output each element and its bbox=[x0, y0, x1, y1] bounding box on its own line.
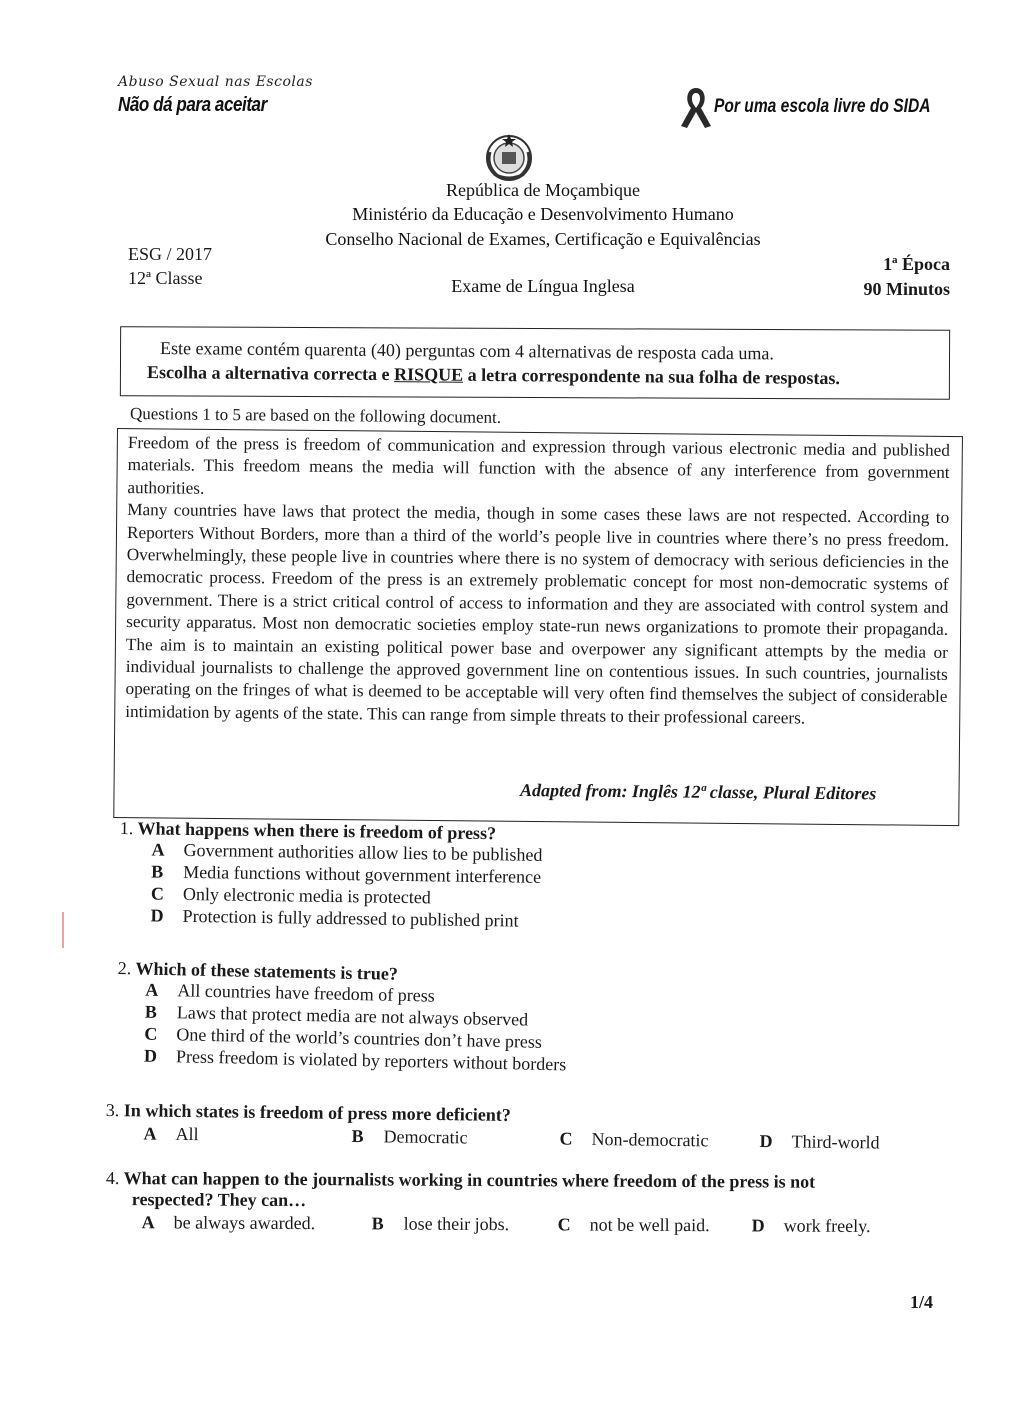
passage-intro: Questions 1 to 5 are based on the following document. bbox=[129, 404, 502, 427]
question-3 bbox=[105, 1100, 906, 1161]
option-letter: D bbox=[150, 905, 164, 926]
option-letter: C bbox=[150, 883, 165, 904]
council-title: Conselho Nacional de Exames, Certificação e Equivalências bbox=[325, 229, 761, 249]
question-number: 3. bbox=[105, 1100, 120, 1121]
option-text: Only electronic media is protected bbox=[182, 883, 431, 908]
option-letter: A bbox=[151, 839, 165, 860]
margin-pen-mark bbox=[62, 912, 64, 948]
question-2 bbox=[116, 958, 569, 1076]
question-4 bbox=[106, 1168, 906, 1244]
question-text: What happens when there is freedom of press? bbox=[137, 818, 497, 844]
passage-source: Adapted from: Inglês 12ª classe, Plural Editores bbox=[519, 780, 877, 804]
reading-passage bbox=[125, 432, 950, 731]
page-number: 1/4 bbox=[910, 1292, 934, 1312]
option-letter: C bbox=[559, 1128, 573, 1149]
option-letter: A bbox=[143, 1123, 157, 1144]
exam-duration: 90 Minutos bbox=[863, 279, 950, 299]
option-d[interactable] bbox=[150, 905, 541, 932]
option-c[interactable] bbox=[559, 1129, 708, 1153]
option-text: Press freedom is violated by reporters without borders bbox=[175, 1046, 567, 1075]
option-text: Third-world bbox=[791, 1131, 880, 1153]
ribbon-slogan: Por uma escola livre do SIDA bbox=[714, 96, 931, 117]
option-letter: B bbox=[351, 1126, 364, 1147]
option-text: Protection is fully addressed to published print bbox=[182, 905, 519, 931]
option-letter: D bbox=[759, 1130, 773, 1152]
option-b[interactable] bbox=[372, 1213, 510, 1236]
republic-title: República de Moçambique bbox=[446, 180, 640, 200]
exam-epoch: 1ª Época bbox=[883, 254, 950, 274]
option-letter: A bbox=[145, 979, 159, 1000]
option-letter: C bbox=[557, 1214, 571, 1235]
option-a[interactable] bbox=[142, 1212, 316, 1235]
instructions-text: Escolha a alternativa correcta e bbox=[146, 362, 395, 385]
option-letter: B bbox=[151, 861, 164, 882]
coat-of-arms-icon bbox=[480, 130, 538, 186]
question-number: 2. bbox=[117, 958, 132, 979]
exam-title: Exame de Língua Inglesa bbox=[451, 276, 635, 296]
option-c[interactable] bbox=[558, 1214, 710, 1237]
question-text-continued: respected? They can… bbox=[131, 1189, 307, 1211]
instructions-emphasis: RISQUE bbox=[394, 364, 464, 385]
option-text: lose their jobs. bbox=[403, 1213, 510, 1235]
passage-paragraph: Freedom of the press is freedom of communication and expression through various electronic media and published materials. This freedom means the media will function with the absence of any interference from government authorities. bbox=[127, 432, 950, 498]
option-text: Laws that protect media are not always observed bbox=[176, 1002, 529, 1030]
question-number: 1. bbox=[119, 818, 134, 839]
option-text: not be well paid. bbox=[589, 1214, 710, 1236]
passage-paragraph: Many countries have laws that protect the media, though in some cases these laws are not respected. According to Reporters Without Borders, more than a third of the world’s people live in countries where there’s no press freedom. Overwhelmingly, these people live in countries where there is no system of democracy with serious deficiencies in the democratic process. Freedom of the press is an extremely problematic concept for most non-democratic systems of government. There is a strict critical control of access to information and they are associated with control system and security apparatus. Most non democratic societies employ state-run news organizations to promote their propaganda. The aim is to maintain an existing political power base and overpower any significant attempts by the media or individual journalists to challenge the approved government line on contentious issues. In such countries, journalists operating on the fringes of what is deemed to be acceptable will very often find themselves the subject of considerable intimidation by agents of the state. This can range from simple threats to their professional careers. bbox=[125, 500, 950, 728]
option-letter: D bbox=[143, 1045, 158, 1066]
exam-right-info bbox=[800, 252, 950, 302]
option-letter: D bbox=[751, 1215, 765, 1236]
ministry-title: Ministério da Educação e Desenvolvimento Humano bbox=[352, 204, 734, 224]
option-d[interactable] bbox=[752, 1215, 871, 1238]
instructions-text: a letra correspondente na sua folha de respostas. bbox=[463, 364, 841, 389]
question-1 bbox=[118, 818, 542, 933]
question-text: What can happen to the journalists working in countries where freedom of the press is not bbox=[123, 1168, 816, 1192]
option-text: Non-democratic bbox=[591, 1128, 709, 1151]
option-b[interactable] bbox=[351, 1126, 467, 1149]
slogan-top: Abuso Sexual nas Escolas bbox=[118, 74, 313, 90]
slogan-bold: Não dá para aceitar bbox=[118, 94, 267, 116]
option-a[interactable] bbox=[143, 1123, 198, 1146]
exam-left-info bbox=[128, 242, 212, 290]
instructions-line-1: Este exame contém quarenta (40) perguntas com 4 alternativas de resposta cada uma. bbox=[159, 338, 775, 364]
exam-class: 12ª Classe bbox=[128, 268, 203, 288]
option-text: work freely. bbox=[783, 1215, 871, 1237]
option-letter: B bbox=[144, 1001, 158, 1022]
option-text: One third of the world’s countries don’t have press bbox=[176, 1024, 543, 1052]
option-letter: C bbox=[144, 1023, 158, 1044]
option-text: Government authorities allow lies to be published bbox=[183, 839, 543, 865]
option-letter: A bbox=[141, 1212, 155, 1233]
option-letter: B bbox=[371, 1213, 384, 1234]
option-text: All bbox=[175, 1123, 199, 1145]
question-number: 4. bbox=[105, 1168, 120, 1189]
option-text: Media functions without government interference bbox=[183, 861, 542, 887]
option-text: be always awarded. bbox=[173, 1212, 316, 1234]
option-d[interactable] bbox=[759, 1131, 879, 1154]
option-text: Democratic bbox=[383, 1126, 468, 1148]
awareness-ribbon-icon bbox=[676, 84, 716, 130]
option-text: All countries have freedom of press bbox=[177, 980, 435, 1006]
exam-code: ESG / 2017 bbox=[128, 244, 213, 264]
question-text: Which of these statements is true? bbox=[135, 958, 399, 984]
question-text: In which states is freedom of press more deficient? bbox=[123, 1100, 511, 1125]
